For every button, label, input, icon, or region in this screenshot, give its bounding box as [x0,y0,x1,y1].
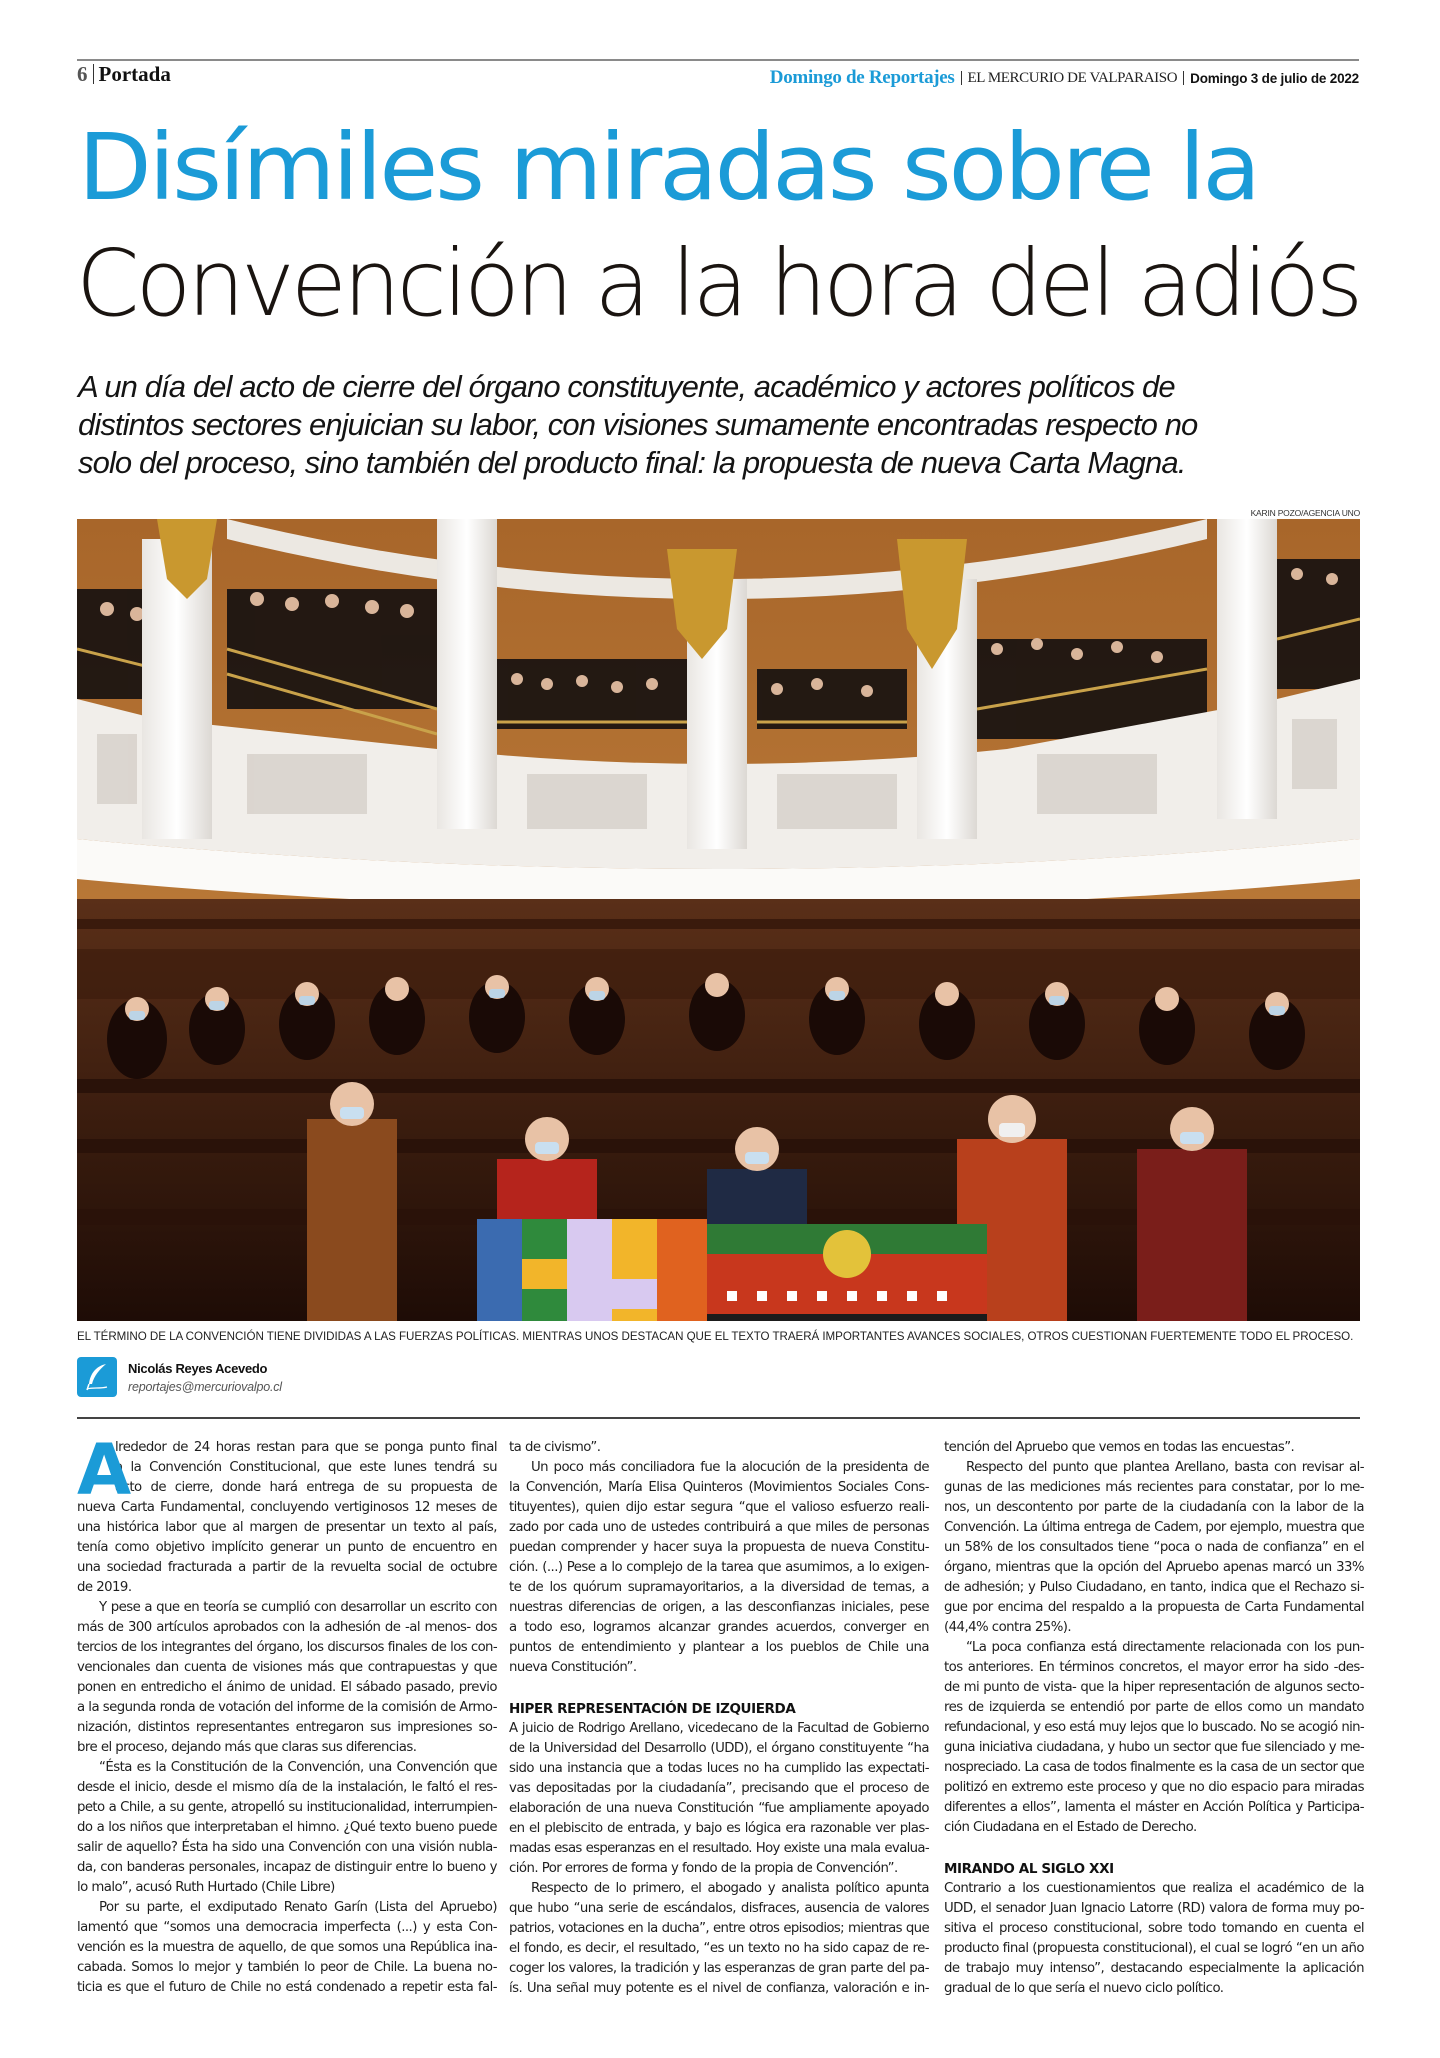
text-line: más de 300 artículos aprobados con la adhesión de -al menos- dos [77,1620,497,1635]
folio-divider [93,64,94,84]
text-line: puntos de entendimiento y plantear a los pueblos de Chile una [509,1640,929,1655]
byline-rule [77,1417,1360,1419]
newspaper-name: EL MERCURIO DE VALPARAISO [967,69,1178,86]
text-line: producto final (propuesta constitucional), el cual se logró “en un año [944,1941,1364,1956]
text-line: salir de aquello? Ésta ha sido una Convención con una visión nubla- [77,1840,497,1855]
text-line: vencionales dan cuenta de visiones más que contrapuestas y que [77,1660,497,1675]
column-3-text-b [944,1879,1364,1999]
article-column-1 [77,1429,497,1998]
text-line: refundacional, y eso está muy lejos que lo buscado. No se acogió nin- [944,1720,1364,1735]
author-email[interactable]: reportajes@mercuriovalpo.cl [128,1379,282,1394]
text-line: sitiva el proceso constitucional, sobre todo tomando en cuenta el [944,1921,1364,1936]
text-line: acto de cierre, donde hará entrega de su propuesta de [115,1480,497,1495]
masthead [770,67,1359,89]
text-line: peto a Chile, a su gente, atropelló su institucionalidad, interrumpien- [77,1800,497,1815]
text-line: que hubo “una serie de escándalos, disfraces, ausencia de valores [509,1901,929,1916]
text-line: res de izquierda se entendió por parte de ellos como un mandato [944,1700,1364,1715]
text-line: lamentó que “somos una democracia imperfecta (...) y esta Con- [77,1920,497,1935]
column-2-text-a [509,1438,929,1678]
text-line: a todo eso, logramos alcanzar grandes acuerdos, converger en [509,1620,929,1635]
supplement-name: Domingo de Reportajes [769,67,955,88]
issue-date: Domingo 3 de julio de 2022 [1190,70,1359,86]
drop-cap: A [77,1429,130,1511]
text-line: Respecto del punto que plantea Arellano, basta con revisar al- [966,1460,1364,1475]
text-line: la Convención, María Elisa Quinteros (Movimientos Sociales Cons- [509,1480,929,1495]
text-line: a la Convención Constitucional, que este lunes tendrá su [115,1460,497,1475]
convention-chamber-photo [77,519,1360,1321]
text-line: elaboración de una nueva Constitución “fue ampliamente apoyado [509,1801,929,1816]
deck-line: distintos sectores enjuician su labor, con visiones sumamente encontradas respecto no [78,407,1198,442]
text-line: Un poco más conciliadora fue la alocución de la presidenta de [531,1460,929,1475]
text-line: ís. Una señal muy potente es el nivel de confianza, valoración e in- [509,1981,929,1996]
text-line: gunas de las mediciones más recientes para constatar, por lo me- [944,1480,1364,1495]
article-deck [78,368,1368,482]
text-line: nuestras diferencias de origen, a las desconfianzas iniciales, pese [509,1600,929,1615]
text-line: lrededor de 24 horas restan para que se ponga punto final [115,1440,497,1455]
text-line: ción. (...) Pese a lo complejo de la tarea que asumimos, a lo exigen- [509,1560,929,1575]
text-line: una histórica labor que al margen de presentar un texto al país, [77,1520,497,1535]
text-line: ta de civismo”. [509,1440,601,1455]
photo-credit: KARIN POZO/AGENCIA UNO [1250,508,1360,518]
text-line: Convención. La última entrega de Cadem, por ejemplo, muestra que [944,1520,1364,1535]
text-line: patrios, votaciones en la ducha”, entre otros episodios; mientras que [509,1921,929,1936]
text-line: nueva Carta Fundamental, concluyendo vertiginosos 12 meses de [77,1500,497,1515]
text-line: tención del Apruebo que vemos en todas las encuestas”. [944,1440,1295,1455]
text-line: cabada. Somos lo mejor y también lo peor de Chile. La buena no- [77,1960,497,1975]
text-line: ticia es que el futuro de Chile no está condenado a repetir esta fal- [77,1980,497,1995]
text-line: de 2019. [77,1580,132,1595]
column-2-text-b [509,1719,929,1999]
text-line: de la Universidad del Desarrollo (UDD), el órgano constituyente “ha [509,1741,929,1756]
text-line: lo malo”, acusó Ruth Hurtado (Chile Libre) [77,1880,335,1895]
headline-line-2: Convención a la hora del adiós [76,230,1360,337]
text-line: Respecto de lo primero, el abogado y analista político apunta [531,1881,929,1896]
text-line: sido una instancia que a todas luces no ha cumplido las expectati- [509,1761,929,1776]
text-line: guna iniciativa ciudadana, y hubo un sector que fue silenciado y me- [944,1740,1364,1755]
text-line: (44,4% contra 25%). [944,1620,1072,1635]
text-line: “Ésta es la Constitución de la Convención, una Convención que [99,1760,497,1775]
text-line: madas esas esperanzas en el resultado. Hoy existe una mala evalua- [509,1841,929,1856]
text-line: tos anteriores. En términos concretos, el mayor error ha sido -des- [944,1660,1364,1675]
text-line: vención es la muestra de aquello, de que somos una República ina- [77,1940,497,1955]
text-line: te de los quórum supramayoritarios, a la diversidad de temas, a [509,1580,929,1595]
text-line: tituyentes), quien dijo estar segura “que el valioso esfuerzo reali- [509,1500,929,1515]
text-line: coger los valores, la tradición y las esperanzas de gran parte del pa- [509,1961,929,1976]
text-line: Y pese a que en teoría se cumplió con desarrollar un escrito con [99,1600,497,1615]
text-line: vas depositadas por la ciudadanía”, precisando que el proceso de [509,1781,929,1796]
subhead-izquierda: HIPER REPRESENTACIÓN DE IZQUIERDA [509,1701,796,1717]
text-line: tenía como objetivo implícito generar un punto de encuentro en [77,1540,497,1555]
lead-photo [77,519,1360,1321]
text-line: Por su parte, el exdiputado Renato Garín (Lista del Apruebo) [99,1900,497,1915]
text-line: de trabajo muy intenso”, destacando especialmente la aplicación [944,1961,1364,1976]
masthead-divider [1183,71,1184,85]
text-line: ción Ciudadana en el Estado de Derecho. [944,1820,1197,1835]
text-line: nueva Constitución”. [509,1660,637,1675]
text-line: A juicio de Rodrigo Arellano, vicedecano de la Facultad de Gobierno [509,1721,929,1736]
author-name: Nicolás Reyes Acevedo [128,1360,268,1376]
text-line: desde el inicio, desde el mismo día de la instalación, le faltó el res- [77,1780,497,1795]
text-line: una sociedad fracturada a partir de la revuelta social de octubre [77,1560,497,1575]
text-line: puedan comprender y hacer suya la propuesta de nueva Constitu- [509,1540,929,1555]
text-line: da, con banderas personales, incapaz de distinguir entre lo bueno y [77,1860,497,1875]
header-rule [77,59,1359,61]
text-line: en el plebiscito de entrada, y bajo es lógica era razonable ver plas- [509,1821,929,1836]
headline-line-1: Disímiles miradas sobre la [78,114,1258,221]
masthead-divider [961,71,962,85]
feather-pen-icon [77,1357,117,1397]
text-line: politizó en extremo este proceso y que no dio espacio para miradas [944,1780,1364,1795]
text-line: un 58% de los consultados tiene “poca o nada de confianza” en el [944,1540,1364,1555]
text-line: nos, un descontento por parte de la ciudadanía con la labor de la [944,1500,1364,1515]
text-line: el fondo, es decir, el resultado, “es un texto no ha sido capaz de re- [509,1941,929,1956]
text-line: ponen en entredicho el ánimo de unidad. El sábado pasado, previo [77,1680,497,1695]
page-number: 6 [77,61,88,86]
text-line: do a los niños que interpretaban el himno. ¿Qué texto bueno puede [77,1820,497,1835]
deck-line: solo del proceso, sino también del producto final: la propuesta de nueva Carta Magna. [78,445,1186,480]
text-line: nospreciado. La casa de todos finalmente es la casa de un sector que [944,1760,1364,1775]
text-line: “La poca confianza está directamente relacionada con los pun- [966,1640,1364,1655]
deck-line: A un día del acto de cierre del órgano constituyente, académico y actores políticos de [78,369,1175,404]
article-column-3 [944,1438,1364,1999]
text-line: ción. Por errores de forma y fondo de la propia de Convención”. [509,1861,898,1876]
text-line: zado por cada uno de ustedes contribuirá a que miles de personas [509,1520,929,1535]
text-line: de mi punto de vista- que la hiper representación de algunos secto- [944,1680,1364,1695]
article-column-2 [509,1438,929,1999]
text-line: nización, distintos representantes entregaron sus impresiones so- [77,1720,497,1735]
text-line: de adhesión; y Pulso Ciudadano, en tanto, indica que el Rechazo si- [944,1580,1364,1595]
text-line: UDD, el senador Juan Ignacio Latorre (RD) valora de forma muy po- [944,1901,1364,1916]
text-line: a la segunda ronda de votación del informe de la comisión de Armo- [77,1700,497,1715]
text-line: Contrario a los cuestionamientos que realiza el académico de la [944,1881,1364,1896]
text-line: bre el proceso, dejando más que claras sus diferencias. [77,1740,417,1755]
column-1-text [77,1498,497,1998]
subhead-siglo-xxi: MIRANDO AL SIGLO XXI [944,1861,1114,1877]
text-line: gradual de lo que sería el nuevo ciclo político. [944,1981,1224,1996]
text-line: diferentes a ellos”, lamenta el máster en Acción Política y Participa- [944,1800,1364,1815]
section-name: Portada [98,61,171,86]
text-line: gue por encima del respaldo a la propuesta de Carta Fundamental [944,1600,1364,1615]
byline [77,1357,282,1397]
column-3-text-a [944,1438,1364,1838]
text-line: órgano, mientras que la opción del Apruebo apenas marcó un 33% [944,1560,1364,1575]
photo-caption: EL TÉRMINO DE LA CONVENCIÓN TIENE DIVIDIDAS A LAS FUERZAS POLÍTICAS. MIENTRAS UNOS DESTACAN QUE EL TEXTO TRAERÁ IMPORTANTES AVANCES SOCIALES, OTROS CUESTIONAN FUERTEMENTE TODO EL PROCESO. [77,1330,1354,1343]
page-folio [77,62,171,86]
text-line: tercios de los integrantes del órgano, los discursos finales de los con- [77,1640,497,1655]
